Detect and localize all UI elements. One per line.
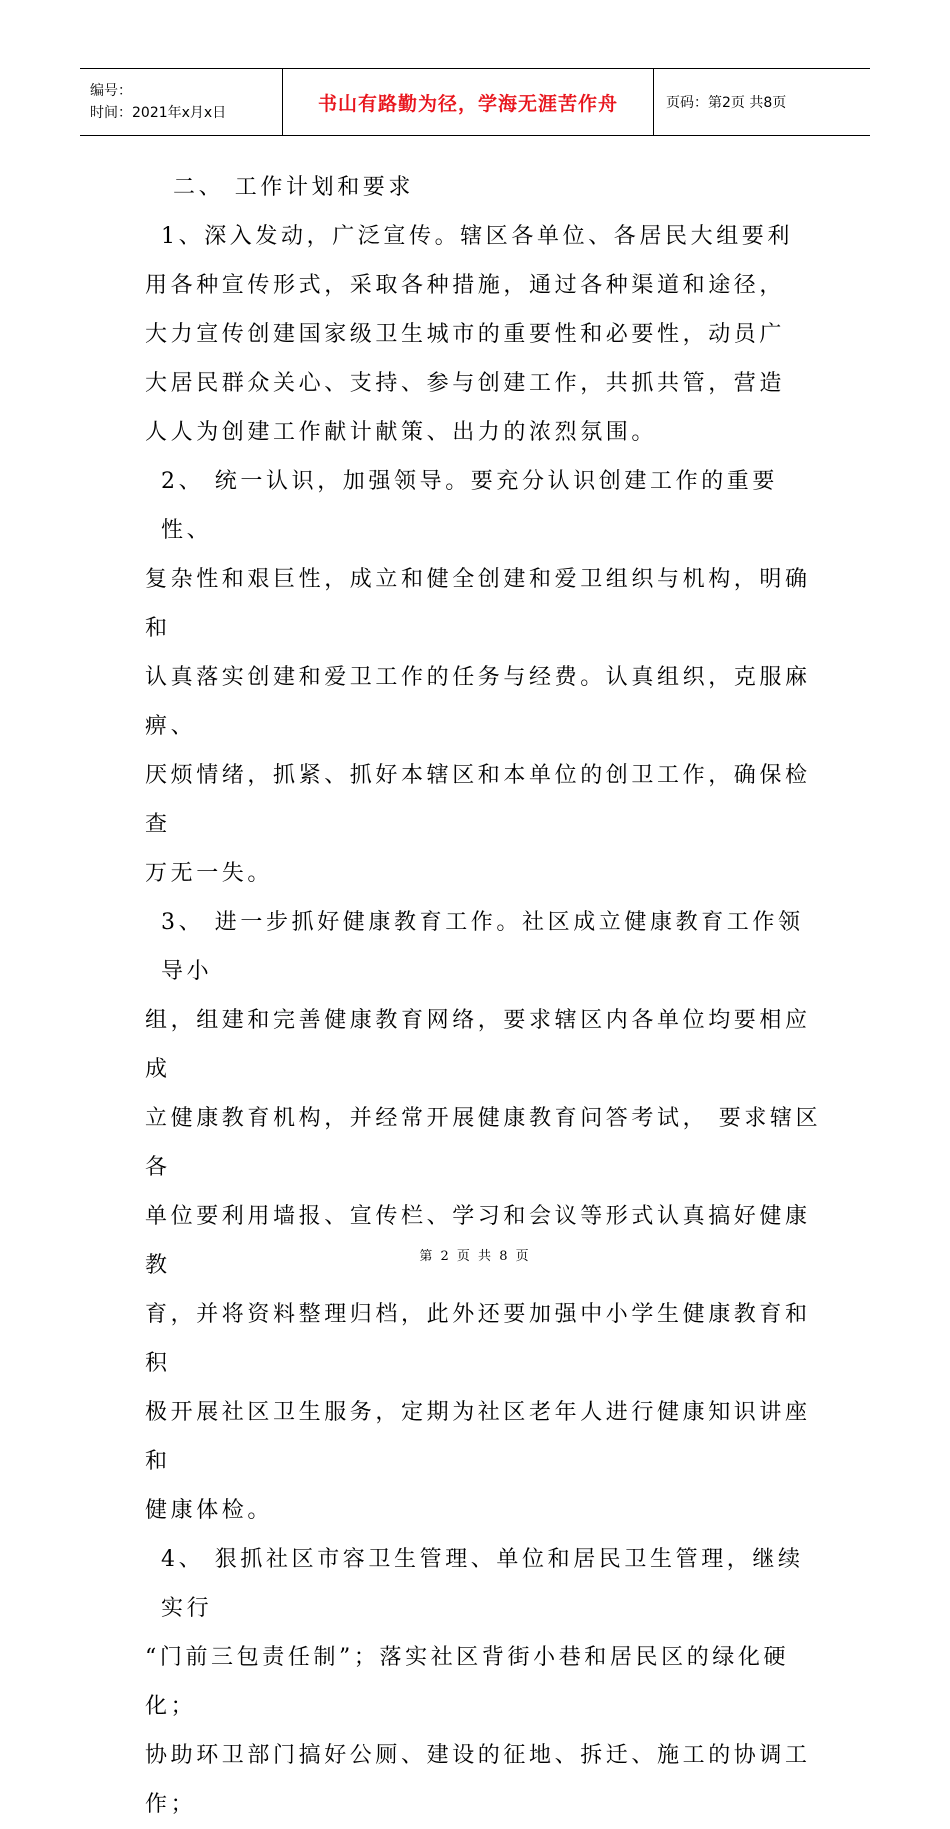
paragraph-line: 万无一失。 bbox=[145, 861, 274, 886]
paragraph-line: 4、 狠抓社区市容卫生管理、单位和居民卫生管理，继续实行 bbox=[161, 1547, 804, 1621]
header-meta bbox=[80, 69, 282, 135]
document-body bbox=[145, 163, 825, 1829]
paragraph-line: 认真落实创建和爱卫工作的任务与经费。认真组织，克服麻痹、 bbox=[145, 665, 811, 739]
header-page-info: 页码：第2页 共8页 bbox=[666, 95, 787, 111]
page-header bbox=[80, 68, 870, 136]
paragraph-line: 1、深入发动，广泛宣传。辖区各单位、各居民大组要利 bbox=[161, 224, 793, 249]
paragraph-line: 单位要利用墙报、宣传栏、学习和会议等形式认真搞好健康教 bbox=[145, 1204, 811, 1278]
page-footer: 第 2 页 共 8 页 bbox=[419, 1249, 531, 1264]
paragraph-line: 育，并将资料整理归档，此外还要加强中小学生健康教育和积 bbox=[145, 1302, 811, 1376]
time-label: 时间：2021年x月x日 bbox=[90, 105, 227, 121]
paragraph-line: 组，组建和完善健康教育网络，要求辖区内各单位均要相应成 bbox=[145, 1008, 811, 1082]
paragraph-line: 用各种宣传形式，采取各种措施，通过各种渠道和途径， bbox=[145, 273, 786, 298]
section-heading: 二、 工作计划和要求 bbox=[173, 175, 414, 200]
paragraph-3 bbox=[145, 898, 825, 1535]
paragraph-line: 大力宣传创建国家级卫生城市的重要性和必要性，动员广 bbox=[145, 322, 786, 347]
paragraph-2 bbox=[145, 457, 825, 898]
number-label: 编号： bbox=[90, 83, 132, 99]
paragraph-line: 2、 统一认识，加强领导。要充分认识创建工作的重要性、 bbox=[161, 469, 778, 543]
paragraph-line: 大居民群众关心、支持、参与创建工作，共抓共管，营造 bbox=[145, 371, 786, 396]
paragraph-line: 健康体检。 bbox=[145, 1498, 274, 1523]
paragraph-line: “门前三包责任制”；落实社区背街小巷和居民区的绿化硬化； bbox=[145, 1645, 790, 1719]
paragraph-1 bbox=[145, 212, 825, 457]
paragraph-line: 立健康教育机构，并经常开展健康教育问答考试， 要求辖区各 bbox=[145, 1106, 822, 1180]
paragraph-4 bbox=[145, 1535, 825, 1829]
paragraph-line: 厌烦情绪，抓紧、抓好本辖区和本单位的创卫工作，确保检查 bbox=[145, 763, 811, 837]
paragraph-line: 协助环卫部门搞好公厕、建设的征地、拆迁、施工的协调工作； bbox=[145, 1743, 811, 1817]
paragraph-line: 3、 进一步抓好健康教育工作。社区成立健康教育工作领导小 bbox=[161, 910, 804, 984]
paragraph-line: 极开展社区卫生服务，定期为社区老年人进行健康知识讲座和 bbox=[145, 1400, 811, 1474]
paragraph-line: 人人为创建工作献计献策、出力的浓烈氛围。 bbox=[145, 420, 658, 445]
header-motto: 书山有路勤为径，学海无涯苦作舟 bbox=[282, 69, 654, 135]
paragraph-line: 复杂性和艰巨性，成立和健全创建和爱卫组织与机构，明确和 bbox=[145, 567, 811, 641]
